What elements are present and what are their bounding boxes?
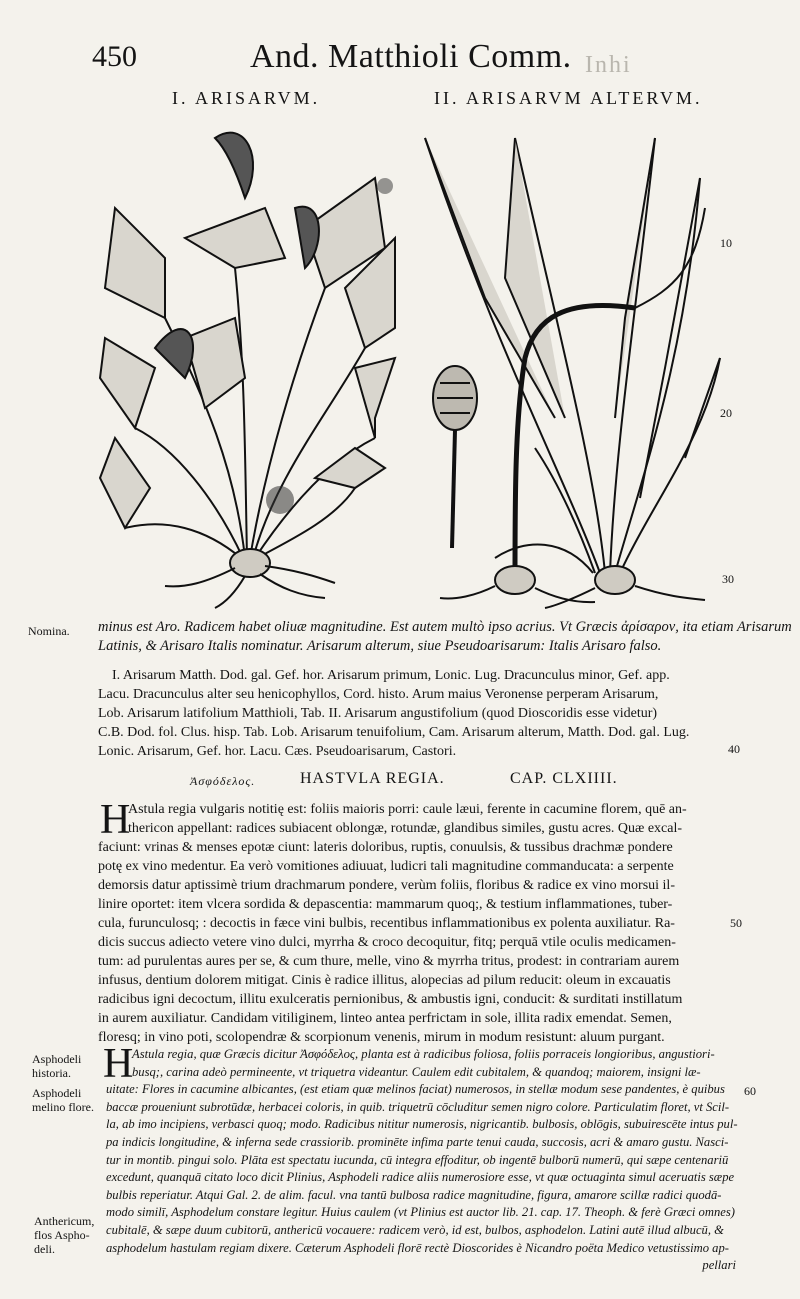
text-line: Latinis, & Arisaro Italis nominatur. Arisarum alterum, siue Pseudoarisarum: Italis Arisaro falso.	[98, 638, 662, 654]
text-line: linire oportet: item vlcera sordida & depascentia: mammarum quoq;, & testium inflammationes, tuber-	[98, 897, 673, 912]
margin-note-line: historia.	[32, 1066, 71, 1080]
text-line: pellari	[702, 1258, 736, 1273]
margin-note-line: Asphodeli	[32, 1052, 82, 1066]
figure-1-title: I. ARISARVM.	[172, 88, 321, 108]
text-line: C.B. Dod. fol. Clus. hisp. Tab. Lob. Arisarum tenuifolium, Cam. Arisarum alterum, Matth. Dod. gal. Lug.	[98, 725, 690, 740]
commentary-paragraph	[106, 1046, 736, 1275]
text-line: floresq; in vino poti, scolopendræ & scorpionum venenis, mirum in modum resistunt: aluum purgant.	[98, 1030, 665, 1045]
margin-note-line: Anthericum,	[34, 1214, 95, 1228]
line-number-60: 60	[744, 1084, 756, 1098]
text-line: la, ab imo incipiens, verbasci quoq; modo. Radicibus nititur numerosis, nigricantib. bulbosis, oblōgis, subuirescēte intus pul-	[106, 1117, 738, 1132]
text-line: faciunt: vrinas & menses epotæ ciunt: lateris doloribus, ruptis, conuulsis, & tussibus drachmæ pondere	[98, 840, 673, 855]
text-line: Lonic. Arisarum, Gef. hor. Lacu. Cæs. Pseudoarisarum, Castori.	[98, 744, 457, 759]
text-line: asphodelum hastulam regiam dixere. Cæterum Asphodeli florē rectè Dioscorides è Nicandro poëta Medico vetustissimo ap-	[106, 1240, 729, 1255]
margin-note-nomina: Nomina.	[28, 624, 70, 638]
line-number-50: 50	[730, 916, 742, 930]
text-line: Astula regia, quæ Græcis dicitur Ἀσφόδελος, planta est à radicibus foliosa, foliis porraceis longioribus, angustiori-	[132, 1047, 715, 1061]
bleed-through-text: Inhi	[585, 52, 632, 78]
text-line: thericon appellant: radices subiacent oblongæ, rotundæ, glandibus similes, gustu acres. Quæ excal-	[128, 821, 683, 836]
line-number-30: 30	[722, 572, 734, 586]
drop-cap: H	[100, 797, 131, 843]
margin-note-anthericum	[34, 1214, 94, 1256]
running-head: And. Matthioli Comm.	[250, 38, 572, 75]
text-line: tum: ad purulentas aures per se, & cum thure, melle, vino & myrrha tritus, prodest: in contrariam aurem	[98, 954, 680, 969]
text-line: potę ex vino medentur. Ea verò vomitiones adiuuat, ludicri tali magnitudine commanducata: a serpente	[98, 859, 674, 874]
chapter-greek-name: Ἀσφόδελος.	[190, 774, 256, 788]
text-line: minus est Aro. Radicem habet oliuæ magnitudine. Est autem multò ipso acrius. Vt Græcis ἀρίσαρον, ita etiam Arisarum	[98, 619, 792, 635]
ink-stain	[266, 486, 294, 514]
nomina-paragraph	[98, 618, 792, 656]
margin-note-asphodeli-historia	[32, 1052, 81, 1080]
text-line: infusus, dentium dolorem mitigat. Cinis è radice illitus, alopecias ad pilum reducit: oleum in excauatis	[98, 973, 671, 988]
margin-note-line: deli.	[34, 1242, 55, 1256]
line-number-40: 40	[728, 742, 740, 756]
margin-note-line: flos Aspho-	[34, 1228, 90, 1242]
text-line: bulbis reperiatur. Atqui Gal. 2. de alim. facul. vna tantū bulbosa radice magnitudine, figura, amarore scillæ radici quodā-	[106, 1187, 722, 1202]
main-text-paragraph	[98, 797, 730, 1047]
botanical-woodcuts	[95, 118, 725, 610]
figure-2-title: II. ARISARVM ALTERVM.	[434, 88, 703, 108]
text-line: modo similī, Asphodelum constare legitur. Huius caulem (vt Plinius est auctor lib. 21. cap. 17. Theoph. & ferè Græci omnes)	[106, 1205, 735, 1220]
text-line: Lacu. Dracunculus alter seu henicophyllos, Cord. histo. Arum maius Veronense perperam Arisarum,	[98, 687, 659, 702]
text-line: demorsis datur aptissimè trium drachmarum pondere, verùm foliis, floribus & radice ex vino morsui il-	[98, 878, 675, 893]
chapter-number: CAP. CLXIIII.	[510, 770, 618, 787]
text-line: I. Arisarum Matth. Dod. gal. Gef. hor. Arisarum primum, Lonic. Lug. Dracunculus minor, Gef. app.	[112, 668, 670, 683]
text-line: cula, furunculosq; : decoctis in fæce vini bulbis, recentibus inflammationibus ex polenta auxiliatur. Ra-	[98, 916, 675, 931]
ink-stain	[377, 178, 393, 194]
margin-note-asphodeli-melino	[32, 1086, 94, 1114]
margin-note-line: Asphodeli	[32, 1086, 82, 1100]
text-line: uitate: Flores in cacumine albicantes, (est etiam quæ melinos faciat) numerosos, in stellæ modum sese pandentes, è quibus	[106, 1082, 725, 1097]
text-line: busq;, carina adeò permineente, vt triquetra videantur. Caulem edit cubitalem, & quandoq; maiorem, insigni læ-	[132, 1064, 701, 1079]
arisarum-plant-illustration	[100, 133, 395, 608]
text-line: cubitalē, & sæpe duum cubitorū, anthericū vocauere: radicem verò, id est, bulbos, asphodelon. Latini autē illud albucū, &	[106, 1222, 724, 1237]
text-line: Astula regia vulgaris notitię est: foliis maioris porri: caule læui, ferente in cacumine florem, quē an-	[128, 802, 687, 817]
page-number: 450	[92, 40, 137, 73]
line-number-10: 10	[720, 236, 732, 250]
text-line: pa indicis longitudine, & inferna sede crassiorib. prominēte infima parte tenui cauda, succosis, acri & amaro gustu. Nasci-	[106, 1134, 729, 1149]
text-line: dicis succus adiecto vetere vino dulci, myrrha & croco decoquitur, fitq; perquā vtile oculis medicamen-	[98, 935, 676, 950]
text-line: excedunt, quanquā citato loco dicit Plinius, Asphodeli radice aliis numerosiore esse, vt quæ octuaginta simul aceruatis sæpe	[106, 1170, 735, 1185]
synonyms-paragraph	[98, 666, 728, 761]
line-number-20: 20	[720, 406, 732, 420]
text-line: in aurem auxiliatur. Candidam vitiliginem, linteo antea perfrictam in sole, illita radix emendat. Semen,	[98, 1011, 672, 1026]
text-line: radicibus igni decoctum, illitu exulceratis pernionibus, & ambustis igni, conducit: & surditati instillatum	[98, 992, 683, 1007]
text-line: tur in montib. pingui solo. Plāta est spectatu iucunda, cū integra effoditur, ob ingentē bulborū numerū, qui sæpe centenariū	[106, 1152, 729, 1167]
text-line: Lob. Arisarum latifolium Matthioli, Tab. II. Arisarum angustifolium (quod Dioscoridis esse videtur)	[98, 706, 658, 721]
margin-note-line: melino flore.	[32, 1100, 94, 1114]
drop-cap: H	[103, 1041, 134, 1087]
chapter-title: HASTVLA REGIA.	[300, 770, 445, 787]
spadix-illustration	[433, 366, 477, 548]
text-line: baccæ proueniunt subrotūdæ, herbacei coloris, in quib. triquetrū cōcluditur semen nigro colore. Particulatim floret, vt Scil-	[106, 1099, 730, 1114]
